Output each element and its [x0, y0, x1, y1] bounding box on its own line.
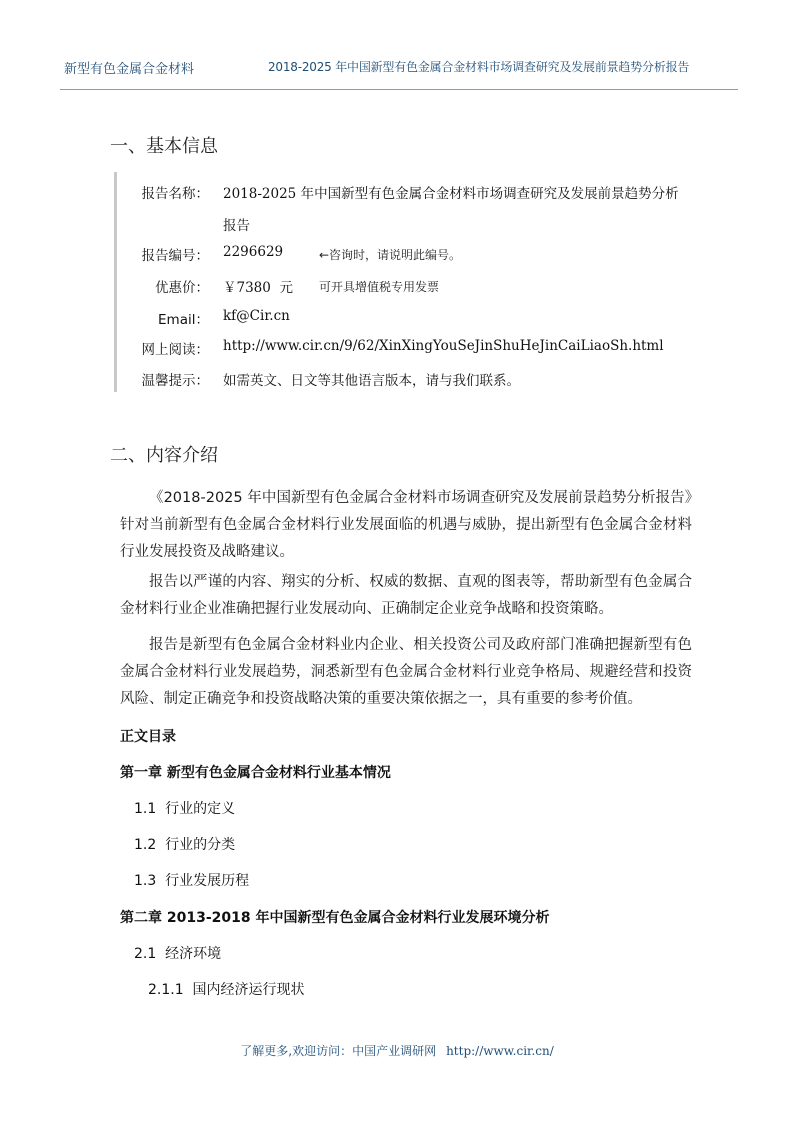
report-code-value: 2296629: [223, 244, 284, 260]
tip-text: 如需英文、日文等其他语言版本，请与我们联系。: [223, 373, 520, 389]
toc-item-1-3[interactable]: 1.3 行业发展历程: [134, 873, 250, 889]
report-name-label: 报告名称：: [141, 186, 209, 202]
tip-label: 温馨提示：: [141, 373, 209, 389]
header-divider: [60, 89, 738, 90]
email-label: Email：: [158, 312, 209, 328]
price-note: 可开具增值税专用发票: [319, 280, 440, 294]
page-footer: [0, 1042, 794, 1059]
toc-chapter-1[interactable]: 第一章 新型有色金属合金材料行业基本情况: [120, 765, 391, 781]
intro-paragraph-1: 《2018-2025 年中国新型有色金属合金材料市场调查研究及发展前景趋势分析报告》针对当前新型有色金属合金材料行业发展面临的机遇与威胁，提出新型有色金属合金材料行业发展投资及战略建议。: [120, 490, 692, 560]
online-read-label: 网上阅读：: [141, 342, 209, 358]
toc-item-1-2[interactable]: 1.2 行业的分类: [134, 837, 236, 853]
intro-paragraph-2: 报告以严谨的内容、翔实的分析、权威的数据、直观的图表等，帮助新型有色金属合金材料行业企业准确把握行业发展动向、正确制定企业竞争战略和投资策略。: [120, 574, 692, 617]
section-basic-info-title: 一、基本信息: [110, 136, 218, 157]
price-value: ￥7380 元: [223, 280, 293, 296]
report-name-line1: 2018-2025 年中国新型有色金属合金材料市场调查研究及发展前景趋势分析: [223, 186, 679, 202]
basic-info-box: [114, 172, 717, 392]
toc-item-1-1[interactable]: 1.1 行业的定义: [134, 801, 236, 817]
online-read-link[interactable]: http://www.cir.cn/9/62/XinXingYouSeJinShuHeJinCaiLiaoSh.html: [223, 338, 664, 354]
header-report-title: 2018-2025 年中国新型有色金属合金材料市场调查研究及发展前景趋势分析报告: [268, 60, 690, 74]
report-code-note: ←咨询时，请说明此编号。: [319, 248, 462, 262]
footer-url-link[interactable]: http://www.cir.cn/: [446, 1044, 554, 1058]
section-content-intro-title: 二、内容介绍: [110, 445, 218, 466]
toc-item-2-1-1[interactable]: 2.1.1 国内经济运行现状: [148, 982, 305, 998]
header-doc-category: 新型有色金属合金材料: [64, 62, 195, 77]
toc-item-2-1[interactable]: 2.1 经济环境: [134, 946, 222, 962]
report-name-line2: 报告: [223, 218, 250, 234]
footer-text: 了解更多,欢迎访问：中国产业调研网: [240, 1044, 437, 1058]
report-code-label: 报告编号：: [141, 248, 209, 264]
toc-chapter-2[interactable]: 第二章 2013-2018 年中国新型有色金属合金材料行业发展环境分析: [120, 910, 550, 926]
price-label: 优惠价：: [155, 280, 209, 296]
intro-paragraph-3: 报告是新型有色金属合金材料业内企业、相关投资公司及政府部门准确把握新型有色金属合金材料行业发展趋势，洞悉新型有色金属合金材料行业竞争格局、规避经营和投资风险、制定正确竞争和投资战略决策的重要决策依据之一，具有重要的参考价值。: [120, 637, 692, 707]
toc-title: 正文目录: [120, 729, 176, 745]
email-link[interactable]: kf@Cir.cn: [223, 308, 290, 324]
